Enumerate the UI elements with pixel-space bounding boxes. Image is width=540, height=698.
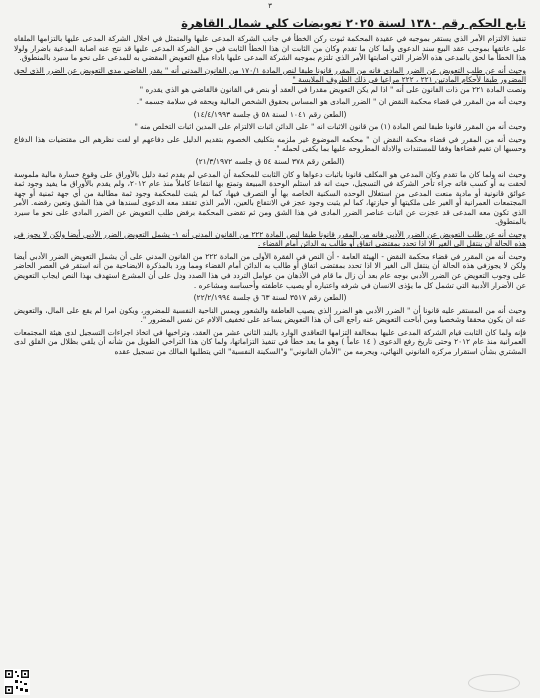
document-body <box>14 34 526 356</box>
paragraph: وحيث أنه من المقرر في قضاء محكمة النقض ان " الضرر المادى هو المساس بحقوق الشخص المالية ويحقه في سلامة جسمه ". <box>136 97 526 107</box>
paragraph: ونصت المادة ٢٢١ من ذات القانون على أنه " اذا لم يكن التعويض مقدرا في العقد أو بنص في القانون فالقاضي هو الذي يقدره " <box>139 84 526 94</box>
paragraph: وحيث أنه من المقرر في قضاء محكمة النقض ان " محكمه الموضوع غير ملزمه بتكليف الخصوم بتقديم الدليل على دفاعهم او لفت نظرهم الى مقتضيات هذا الدفاع وحسبها ان تقيم قضاءها وفقا للمستندات والادلة المطروحه عليها بما يكفى لحمله ". <box>14 134 526 154</box>
stamp-mark <box>468 674 520 692</box>
qr-code-icon <box>4 669 30 695</box>
page-number: ٣ <box>268 2 272 10</box>
paragraph: وحيث أنه من المقرر في قضاء محكمة النقض - الهيئة العامة - أن النص في الفقرة الأولى من المادة ٢٢٢ من القانون المدني على أن يشمل التعويض الضرر الأدبي أيضا ولكن لا يجوزفي هذه الحالة أن ينتقل الى الغير الا اذا تحدد بمقتضى اتفاق أو طالب به الدائن أمام القضاء ومما ورد بالمذكرة الايضاحية من أنه استقر في العصر الحاضر على وجوب التعويض عن الضرر الأدبي بوجه عام بعد أن زال ما قام في الأذهان من عوامل التردد في هذا الصدد ودل على أن المشرع استهدف بهذا النص ايجاب التعويض عن الأضرار الأدبية التي تشمل كل ما يؤذى الانسان في شرفه واعتباره أو يصيب عاطفته وأحساسه ومشاعره . <box>14 251 526 290</box>
document-header: تابع الحكم رقم ١٣٨٠ لسنة ٢٠٢٥ تعويضات كلي شمال القاهرة <box>181 16 526 30</box>
paragraph: وحيث انه ولما كان ما تقدم وكان المدعي هو المكلف قانونا باثبات دعواها و كان الثابت للمحكمة أن المدعي لم يقدم ثمة دليل بالأوراق على وقوع خسارة مالية ملموسة لحقت به أو كسب فاته جراء تأخر الشركة في التسجيل، حيث انه قد استلم الوحدة المبيعة وتمتع بها انتفاعا كاملاً منذ عام ٢٠١٢، ولم يقدم بالأوراق ما يفيد وجود ثمة عوائق قانونية أو مادية منعت المدعى من استغلال الوحده السكنية الخاصه بها أو التصرف فيها، كما لم يثبت للمحكمة وجود ثمة مطالبة من أي جهة ثمنية أو جهة المجتمعات العمرانية أو الغير على ملكيتها أو حيازتها، كما لم يثبت وجود عجز في الانتفاع بالعين، الأمر الذي تفتقد معه الدعوى لسندها في هذا الشق وتعين رفضه. الأمر الذي تكون معه المدعى قد عجزت عن اثبات عناصر الضرر المادى في هذا الشق ومن ثم تقضى المحكمة برفض طلب التعويض عن الضرر المادي على نحو ما سيرد بالمنطوق. <box>14 169 526 227</box>
case-reference: (الطعن رقم ٣٧٨ لسنة ٥٤ ق جلسه ٢١/٣/١٩٧٢) <box>195 157 345 167</box>
paragraph: وحيث أنه من المقرر قانونا طبقا لنص المادة (١) من قانون الاثبات انه " على الدائن اثبات الالتزام على المدين اثبات التخلص منه " <box>134 122 526 132</box>
case-reference: (الطعن رقم ١٠٤١ لسنة ٥٨ ق جلسة ١٤/٤/١٩٩٣) <box>193 109 347 119</box>
paragraph: تنفيذ الالتزام الأمر الذي يستقر بموجبه في عقيدة المحكمة ثبوت ركن الخطأ في جانب الشركة المدعى عليها والمتمثل في اخلال الشركة المدعى عليها بالتزامها الملقاه على عاتقها بموجب عقد البيع سند الدعوى ولما كان ما تقدم وكان من الثابت ان هذا الخطأ الثابت في حق الشركة المدعى عليها قد نتج عنه اصابة المدعية باضرار ولولا هذا الخطأ ما لحق بالمدعى هذه الأضرار التي اصابتها الأمر الذي تلتزم بموجبه الشركة المدعى عليها باداء مبلغ التعويض المقضي به للمدعى على نحو ما سيرد بالمنطوق. <box>14 34 526 63</box>
case-reference: (الطعن رقم ٣٥١٧ لسنة ٦٣ ق جلسة ٢٢/٢/١٩٩٤) <box>193 293 347 303</box>
paragraph: فإنه ولما كان الثابت قيام الشركة المدعى عليها بمخالفة التزامها التعاقدي الوارد بالبند الثاني عشر من العقد، وتراخيها في اتخاذ اجراءات التسجيل لدى هيئة المجتمعات العمرانية منذ عام ٢٠١٢ وحتى تاريخ رفع الدعوى ( ١٤ عاماً ) وهو ما يعد خطأ في تنفيذ التزاماتها، ولما كان هذا التراخي الطويل من شأنه أن يلقي بظلال من القلق لدى المشتري بشأن استقرار مركزه القانوني النهائي، ويحرمه من "الأمان القانوني" و"السكينة النفسية" التي يتطلبها المالك من تسجيل عقده <box>14 327 526 356</box>
paragraph: وحيث أنه من المستقر عليه قانونا أن " الضرر الأدبي هو الضرر الذي يصيب العاطفة والشعور ويمس الناحية النفسية للمضرور، ويكون امرا لم يقع على المال، والتعويض عنه ان يكون محققا وشخصيا ومن أباحت التعويض عنه راجع الى أن هذا التعويض يساعد على تخفيف الالام عن نفس المضرور ". <box>14 305 526 325</box>
paragraph: وحيث أنه عن طلب التعويض عن الضرر المادي فانه من المقرر قانونا طبقا لنص المادة ١٧٠/١ من القانون المدني أنه " يقدر القاضي مدى التعويض عن الضرر الذي لحق المضرور طبقا لأحكام المادتين ٢٢١ ، ٢٢٢ مراعيا في ذلك الظروف الملابسة " <box>14 65 526 85</box>
paragraph: وحيث أنه عن طلب التعويض عن الضرر الأدبي فانه من المقرر قانونا طبقا لنص المادة ٢٢٢ من القانون المدني أنه ١- يشمل التعويض الضرر الأدبي أيضا ولكن لا يجوز في هذه الحالة أن ينتقل الى الغير الا اذا تحدد بمقتضى اتفاق أو طالب به الدائن أمام القضاء . <box>14 229 526 249</box>
